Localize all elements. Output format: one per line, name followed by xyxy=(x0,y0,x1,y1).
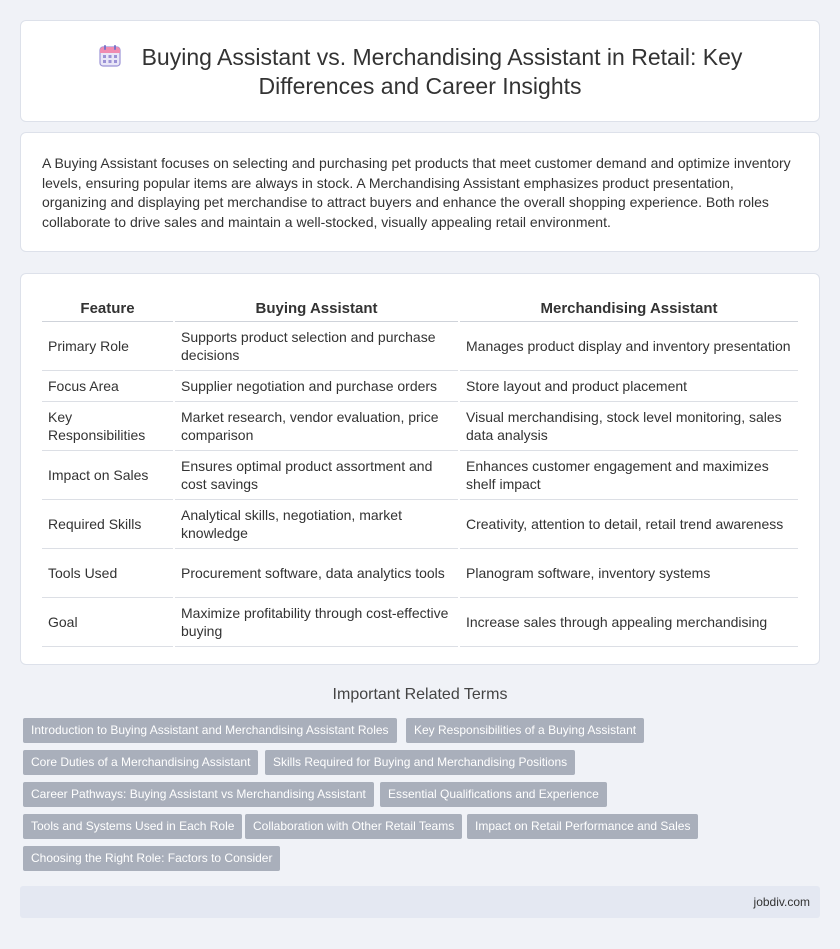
related-tag[interactable]: Essential Qualifications and Experience xyxy=(380,782,607,807)
table-header-row xyxy=(42,295,798,321)
header-card xyxy=(20,20,820,122)
related-tag[interactable]: Impact on Retail Performance and Sales xyxy=(467,814,698,839)
related-tag[interactable]: Key Responsibilities of a Buying Assistant xyxy=(406,718,644,743)
related-tag[interactable]: Career Pathways: Buying Assistant vs Merchandising Assistant xyxy=(23,782,374,807)
buying-cell: Supplier negotiation and purchase orders xyxy=(174,370,459,401)
buying-cell: Procurement software, data analytics tools xyxy=(174,548,459,597)
related-tag[interactable]: Core Duties of a Merchandising Assistant xyxy=(23,750,258,775)
merchandising-cell: Manages product display and inventory presentation xyxy=(459,321,798,370)
related-terms-title: Important Related Terms xyxy=(332,686,508,703)
title-line-2: Differences and Career Insights xyxy=(258,73,582,99)
footer xyxy=(20,886,820,918)
buying-cell: Market research, vendor evaluation, price comparison xyxy=(174,401,459,450)
table-row xyxy=(42,597,798,646)
feature-cell: Impact on Sales xyxy=(42,450,174,499)
related-tag[interactable]: Collaboration with Other Retail Teams xyxy=(245,814,462,839)
header-buying-assistant: Buying Assistant xyxy=(174,295,459,321)
page-title xyxy=(21,43,819,101)
feature-cell: Tools Used xyxy=(42,548,174,597)
footer-site-link[interactable]: jobdiv.com xyxy=(753,895,810,909)
calendar-icon xyxy=(98,44,122,68)
table-row xyxy=(42,401,798,450)
buying-cell: Maximize profitability through cost-effective buying xyxy=(174,597,459,646)
related-tag[interactable]: Skills Required for Buying and Merchandising Positions xyxy=(265,750,575,775)
merchandising-cell: Visual merchandising, stock level monitoring, sales data analysis xyxy=(459,401,798,450)
merchandising-cell: Store layout and product placement xyxy=(459,370,798,401)
merchandising-cell: Planogram software, inventory systems xyxy=(459,548,798,597)
related-tag[interactable]: Choosing the Right Role: Factors to Consider xyxy=(23,846,280,871)
table-row xyxy=(42,499,798,548)
buying-cell: Analytical skills, negotiation, market knowledge xyxy=(174,499,459,548)
table-row xyxy=(42,450,798,499)
title-line-1: Buying Assistant vs. Merchandising Assistant in Retail: Key xyxy=(141,44,743,70)
feature-cell: Required Skills xyxy=(42,499,174,548)
table-row xyxy=(42,370,798,401)
feature-cell: Primary Role xyxy=(42,321,174,370)
intro-paragraph: A Buying Assistant focuses on selecting and purchasing pet products that meet customer demand and optimize inventory levels, ensuring popular items are always in stock. A Merchandising Assistant emphasizes product presentation, organizing and displaying pet merchandise to attract buyers and enhance the overall shopping experience. Both roles collaborate to drive sales and maintain a well-stocked, visually appealing retail environment. xyxy=(42,155,791,230)
feature-cell: Focus Area xyxy=(42,370,174,401)
feature-cell: Goal xyxy=(42,597,174,646)
header-feature: Feature xyxy=(42,295,174,321)
related-tag[interactable]: Introduction to Buying Assistant and Merchandising Assistant Roles xyxy=(23,718,397,743)
table-row xyxy=(42,321,798,370)
comparison-table xyxy=(42,295,798,647)
header-merchandising-assistant: Merchandising Assistant xyxy=(459,295,798,321)
intro-card xyxy=(20,132,820,252)
related-tag[interactable]: Tools and Systems Used in Each Role xyxy=(23,814,242,839)
merchandising-cell: Creativity, attention to detail, retail trend awareness xyxy=(459,499,798,548)
table-row xyxy=(42,548,798,597)
merchandising-cell: Increase sales through appealing merchandising xyxy=(459,597,798,646)
buying-cell: Supports product selection and purchase decisions xyxy=(174,321,459,370)
buying-cell: Ensures optimal product assortment and cost savings xyxy=(174,450,459,499)
feature-cell: Key Responsibilities xyxy=(42,401,174,450)
merchandising-cell: Enhances customer engagement and maximizes shelf impact xyxy=(459,450,798,499)
comparison-card xyxy=(20,273,820,665)
